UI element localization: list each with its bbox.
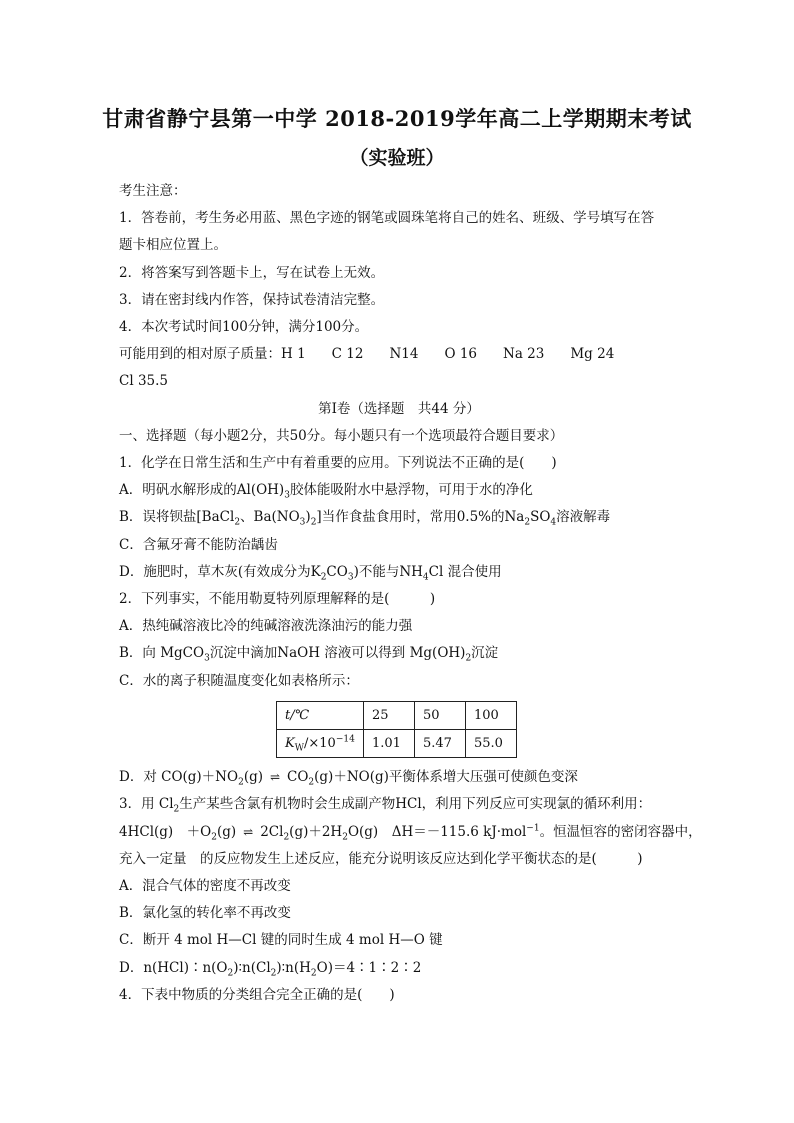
page-title: 甘肃省静宁县第一中学 2018-2019学年高二上学期期末考试 (102, 106, 692, 131)
kw-table (276, 701, 517, 758)
notice-item-2: 2．将答案写到答题卡上，写在试卷上无效。 (119, 264, 385, 281)
q3-option-a: A．混合气体的密度不再改变 (119, 878, 291, 895)
notice-item-1-cont: 题卡相应位置上。 (119, 237, 227, 254)
q4-stem: 4．下表中物质的分类组合完全正确的是( ) (119, 986, 395, 1003)
kw-table-cell: 1.01 (364, 730, 415, 758)
q3-stem-cont: 充入一定量 的反应物发生上述反应，能充分说明该反应达到化学平衡状态的是( ) (119, 850, 643, 867)
notice-item-4: 4．本次考试时间100分钟，满分100分。 (119, 319, 369, 336)
equilibrium-arrow-icon: ⇌ (269, 770, 281, 785)
equilibrium-arrow-icon: ⇌ (243, 824, 254, 839)
q3-stem: 3．用 $Cl_2$生产某些含氯有机物时会生成副产物HCl，利用下列反应可实现氯的循环利用： (119, 796, 652, 816)
q1-option-c: C．含氟牙膏不能防治龋齿 (119, 536, 278, 553)
table-row (277, 730, 517, 758)
q2-option-a: A．热纯碱溶液比冷的纯碱溶液洗涤油污的能力强 (119, 618, 413, 635)
notice-item-3: 3．请在密封线内作答，保持试卷清洁完整。 (119, 291, 385, 308)
q1-option-d: D．施肥时，草木灰(有效成分为$K_2CO_3$)不能与$NH_4Cl$ 混合使用 (119, 563, 502, 583)
kw-table-cell: 50 (415, 701, 466, 729)
mass-na: Na 23 (503, 346, 545, 363)
mass-c: C 12 (331, 346, 364, 363)
q3-option-d: D．$n(HCl)∶n(O_2)∶n(Cl_2)∶n(H_2O)=4∶1∶2∶2$ (119, 959, 422, 979)
notice-item-1: 1．答卷前，考生务必用蓝、黑色字迹的钢笔或圆珠笔将自己的姓名、班级、学号填写在答 (119, 210, 655, 227)
q2-option-c: C．水的离子积随温度变化如表格所示： (119, 672, 359, 689)
table-row (277, 701, 517, 729)
kw-table-cell: 55.0 (466, 730, 517, 758)
q3-option-b: B．氯化氢的转化率不再改变 (119, 905, 291, 922)
atomic-masses-label: 可能用到的相对原子质量： (119, 346, 281, 363)
mass-n: N14 (389, 346, 419, 363)
q2-option-b: B．向 MgCO$_3$沉淀中滴加NaOH 溶液可以得到 $Mg(OH)_2$沉淀 (119, 645, 499, 665)
kw-table-cell: 25 (364, 701, 415, 729)
mass-mg: Mg 24 (570, 346, 615, 363)
q1-option-b: B．误将钡盐[BaCl$_2$、$Ba(NO_3)_2$]当作食盐食用时，常用0.5%的$Na_2SO_4$溶液解毒 (119, 509, 611, 529)
q1-stem: 1．化学在日常生活和生产中有着重要的应用。下列说法不正确的是( ) (119, 455, 557, 472)
kw-table-header-kw: $K_W/\times 10^{-14}$ (277, 730, 364, 758)
notice-heading: 考生注意： (119, 183, 187, 199)
page-subtitle: （实验班） (349, 147, 445, 169)
q2-stem: 2．下列事实，不能用勒夏特列原理解释的是( ) (119, 591, 436, 608)
q1-option-a: A．明矾水解形成的$Al(OH)_3$胶体能吸附水中悬浮物，可用于水的净化 (119, 482, 533, 501)
mass-h: H 1 (281, 346, 306, 363)
part1-heading: 第Ⅰ卷（选择题 共44 分） (318, 400, 480, 417)
q3-equation: 4HCl(g) $+O_2(g)$ ⇌ $2Cl_2(g)+2H_2O(g)$ ΔH＝－115.6 kJ·mol$^{-1}$。恒温恒容的密闭容器中， (119, 819, 679, 846)
exam-content (119, 178, 702, 1009)
section-heading: 一、选择题（每小题2分，共50分。每小题只有一个选项最符合题目要求） (119, 427, 564, 444)
kw-table-cell: 100 (466, 701, 517, 729)
kw-table-cell: 5.47 (415, 730, 466, 758)
q2-option-d: D．对 $CO(g)+NO_2(g)$ ⇌ $CO_2(g)+NO(g)$平衡体系增大压强可使颜色变深 (119, 764, 679, 791)
mass-o: O 16 (444, 346, 478, 363)
kw-table-header-t: t/℃ (277, 701, 364, 729)
q3-option-c: C．断开 4 mol H—Cl 键的同时生成 4 mol H—O 键 (119, 932, 443, 949)
atomic-masses (119, 341, 679, 368)
mass-cl: Cl 35.5 (119, 373, 168, 390)
